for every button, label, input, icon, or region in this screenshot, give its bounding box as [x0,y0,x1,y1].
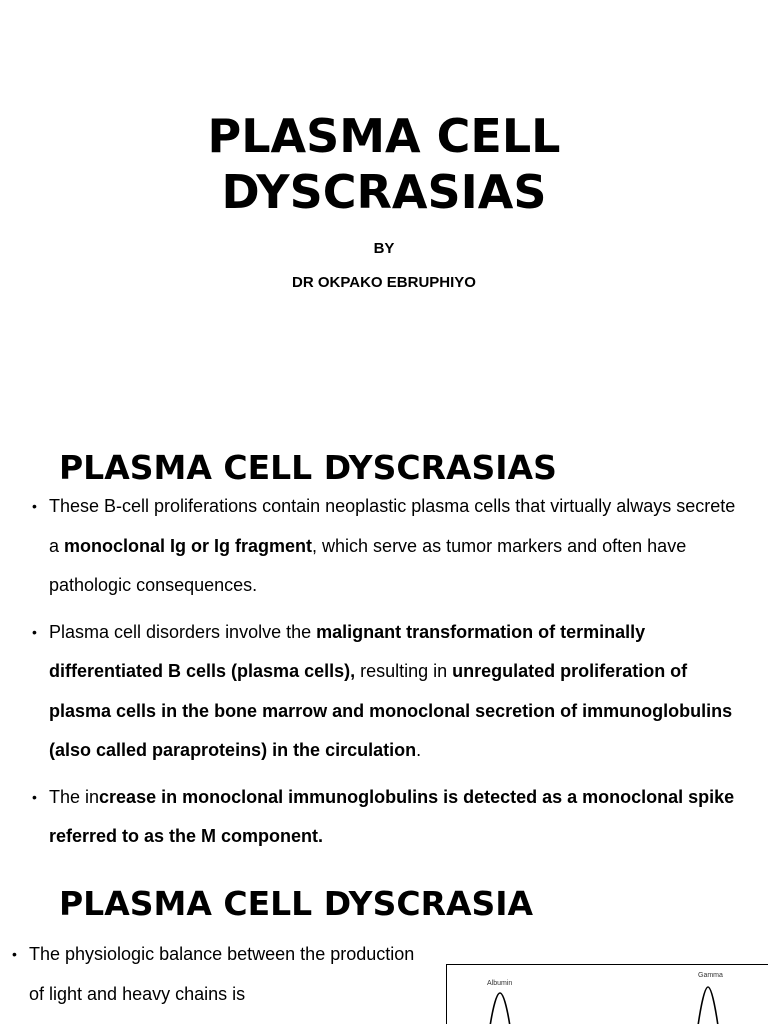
byline [0,232,768,300]
bullet-item [32,613,744,771]
by-label: BY [373,240,395,257]
title-line-1: PLASMA CELL [207,109,561,163]
bullet-item [32,778,744,857]
content-slide-1 [0,420,768,860]
bullet-item [12,935,422,1014]
bullet-list [12,935,422,1021]
gamma-label: Gamma [698,972,723,979]
bullet-bold-text: monoclonal Ig or Ig fragment [64,535,313,556]
bullet-text: , which serve as tumor markers and often have pathologic consequences. [49,535,687,595]
author-name: DR OKPAKO EBRUPHIYO [292,274,476,291]
bullet-item [32,487,744,606]
bullet-bold-text: crease in monoclonal immunoglobulins is detected as a monoclonal spike referred to as the M component. [49,786,735,846]
bullet-text: Plasma cell disorders involve the [49,621,317,642]
bullet-text: resulting in [355,661,453,681]
bullet-icon: • [12,946,17,962]
bullet-bold-text: unregulated proliferation of plasma cells in the bone marrow and monoclonal secretion of immunoglobulins (also called paraproteins) in the circulation [49,661,733,760]
albumin-label: Albumin [487,980,513,987]
bullet-icon: • [32,623,37,640]
albumin-peak [489,993,511,1024]
presentation-title [0,108,768,220]
title-slide [0,0,768,420]
electrophoresis-figure [446,964,768,1024]
bullet-icon: • [32,788,37,805]
bullet-text: The physiologic balance between the production of light and heavy chains is [29,944,415,1004]
slide-heading: PLASMA CELL DYSCRASIA [59,884,534,923]
bullet-text: These B-cell proliferations contain neoplastic plasma cells that virtually always secrete a [49,496,736,556]
bullet-bold-text: malignant transformation of terminally differentiated B cells (plasma cells), [49,621,646,681]
bullet-list [32,487,744,860]
slide-heading: PLASMA CELL DYSCRASIAS [59,448,557,487]
title-line-2: DYSCRASIAS [221,165,547,219]
bullet-text: . [416,740,422,760]
bullet-icon: • [32,498,37,514]
bullet-text: The in [49,786,100,807]
gamma-peak [697,987,719,1024]
content-slide-2 [0,860,768,1024]
